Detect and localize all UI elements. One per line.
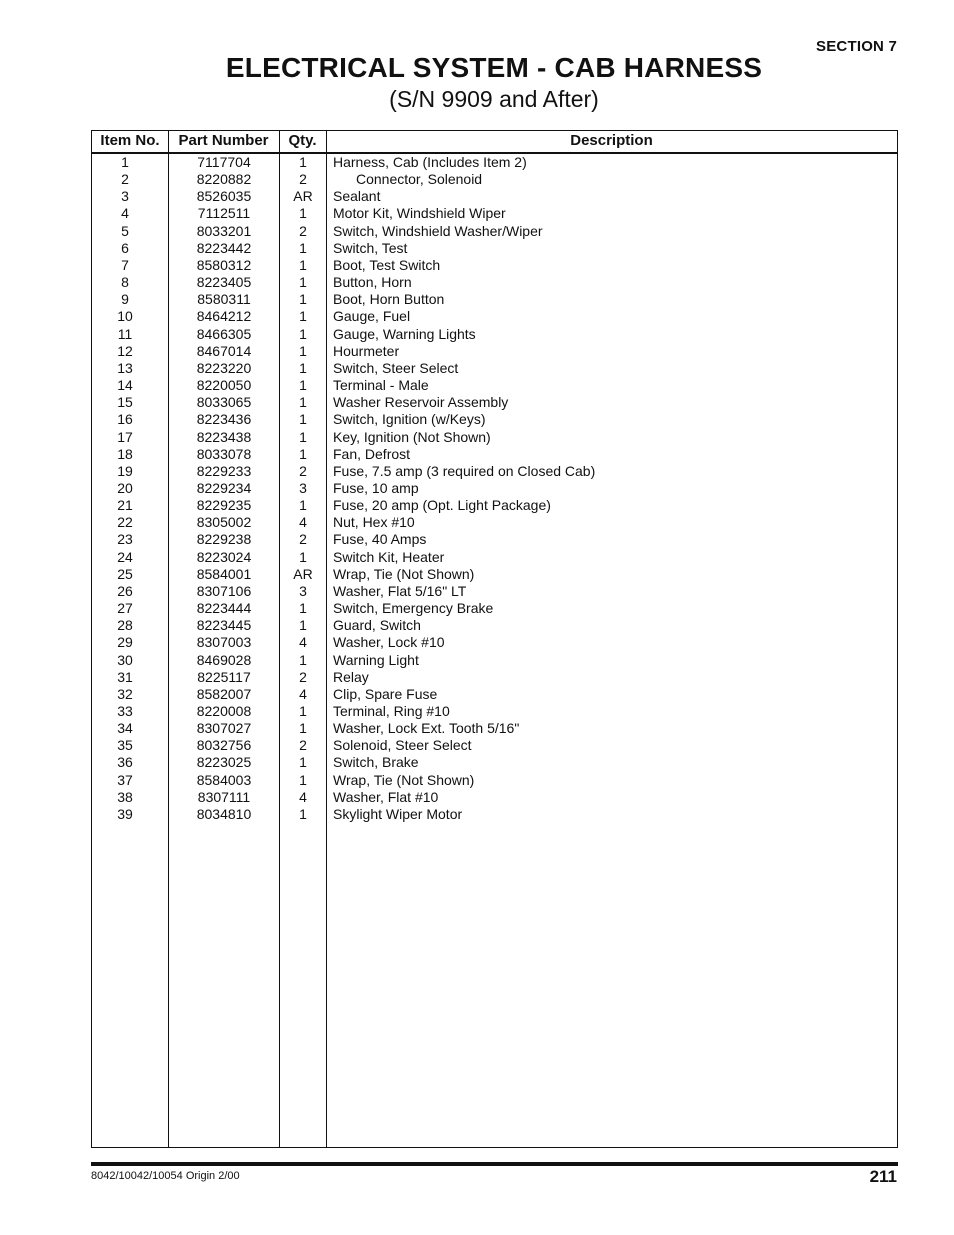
header-description: Description — [570, 132, 653, 149]
table-row — [92, 652, 897, 669]
part-number-cell: 8033078 — [196, 445, 252, 462]
part-number-cell: 8307027 — [196, 720, 252, 737]
table-row — [92, 429, 897, 446]
item-no-cell: 19 — [117, 462, 133, 479]
parts-table — [91, 130, 898, 1148]
description-cell: Washer, Lock Ext. Tooth 5/16" — [333, 720, 520, 737]
item-no-cell: 36 — [117, 754, 133, 771]
part-number-cell: 8034810 — [196, 805, 252, 822]
table-row — [92, 446, 897, 463]
description-cell: Sealant — [333, 188, 381, 205]
description-cell: Wrap, Tie (Not Shown) — [333, 771, 475, 788]
description-cell: Solenoid, Steer Select — [333, 737, 472, 754]
qty-cell: AR — [293, 188, 313, 205]
part-number-cell: 8466305 — [196, 325, 252, 342]
item-no-cell: 3 — [121, 188, 129, 205]
item-no-cell: 26 — [117, 582, 133, 599]
qty-cell: 2 — [299, 222, 307, 239]
qty-cell: 1 — [299, 720, 307, 737]
item-no-cell: 25 — [117, 565, 133, 582]
part-number-cell: 8223442 — [196, 239, 252, 256]
part-number-cell: 8223436 — [196, 411, 252, 428]
description-cell: Harness, Cab (Includes Item 2) — [333, 154, 527, 170]
item-no-cell: 34 — [117, 720, 133, 737]
part-number-cell: 8032756 — [196, 737, 252, 754]
description-cell: Switch, Ignition (w/Keys) — [333, 411, 486, 428]
table-row — [92, 240, 897, 257]
table-row — [92, 497, 897, 514]
description-cell: Connector, Solenoid — [356, 171, 483, 188]
item-no-cell: 16 — [117, 411, 133, 428]
item-no-cell: 5 — [121, 222, 129, 239]
description-cell: Hourmeter — [333, 342, 400, 359]
item-no-cell: 10 — [117, 308, 133, 325]
description-cell: Switch, Emergency Brake — [333, 600, 494, 617]
part-number-cell: 8229238 — [196, 531, 252, 548]
description-cell: Switch, Test — [333, 239, 408, 256]
item-no-cell: 27 — [117, 600, 133, 617]
part-number-cell: 8307111 — [197, 788, 251, 805]
table-row — [92, 634, 897, 651]
page-title: ELECTRICAL SYSTEM - CAB HARNESS — [225, 52, 763, 83]
item-no-cell: 18 — [117, 445, 133, 462]
description-cell: Key, Ignition (Not Shown) — [333, 428, 491, 445]
qty-cell: 1 — [299, 308, 307, 325]
header-qty: Qty. — [288, 132, 317, 149]
item-no-cell: 12 — [117, 342, 133, 359]
table-row — [92, 326, 897, 343]
part-number-cell: 8526035 — [196, 188, 252, 205]
qty-cell: 1 — [299, 617, 307, 634]
item-no-cell: 9 — [121, 291, 129, 308]
item-no-cell: 35 — [117, 737, 133, 754]
table-row — [92, 772, 897, 789]
qty-cell: AR — [293, 565, 313, 582]
table-row — [92, 154, 897, 171]
qty-cell: 1 — [299, 394, 307, 411]
description-cell: Boot, Horn Button — [333, 291, 445, 308]
description-cell: Washer, Lock #10 — [333, 634, 445, 651]
table-row — [92, 566, 897, 583]
table-row — [92, 806, 897, 823]
qty-cell: 1 — [299, 445, 307, 462]
qty-cell: 4 — [299, 514, 307, 531]
description-cell: Fuse, 10 amp — [333, 479, 419, 496]
table-row — [92, 789, 897, 806]
qty-cell: 1 — [299, 497, 307, 514]
description-cell: Motor Kit, Windshield Wiper — [333, 205, 506, 222]
item-no-cell: 29 — [117, 634, 133, 651]
part-number-cell: 7117704 — [197, 154, 251, 170]
description-cell: Fuse, 40 Amps — [333, 531, 427, 548]
item-no-cell: 6 — [121, 239, 129, 256]
table-row — [92, 617, 897, 634]
part-number-cell: 8229233 — [196, 462, 252, 479]
description-cell: Wrap, Tie (Not Shown) — [333, 565, 475, 582]
description-cell: Switch Kit, Heater — [333, 548, 445, 565]
item-no-cell: 21 — [117, 497, 133, 514]
item-no-cell: 28 — [117, 617, 133, 634]
table-body — [92, 154, 897, 823]
item-no-cell: 11 — [117, 325, 133, 342]
qty-cell: 4 — [299, 634, 307, 651]
description-cell: Warning Light — [333, 651, 419, 668]
description-cell: Switch, Steer Select — [333, 359, 459, 376]
table-row — [92, 754, 897, 771]
section-label: SECTION 7 — [816, 38, 897, 55]
item-no-cell: 20 — [117, 479, 133, 496]
item-no-cell: 24 — [117, 548, 133, 565]
footer-rule — [91, 1162, 898, 1166]
part-number-cell: 8580311 — [197, 291, 251, 308]
qty-cell: 1 — [299, 325, 307, 342]
qty-cell: 1 — [299, 239, 307, 256]
item-no-cell: 31 — [117, 668, 133, 685]
part-number-cell: 8580312 — [196, 256, 252, 273]
table-row — [92, 411, 897, 428]
part-number-cell: 8223405 — [196, 274, 252, 291]
qty-cell: 1 — [299, 651, 307, 668]
qty-cell: 2 — [299, 171, 307, 188]
item-no-cell: 23 — [117, 531, 133, 548]
table-row — [92, 308, 897, 325]
part-number-cell: 8584001 — [196, 565, 252, 582]
part-number-cell: 8307003 — [196, 634, 252, 651]
qty-cell: 1 — [299, 291, 307, 308]
part-number-cell: 8033201 — [196, 222, 252, 239]
part-number-cell: 8223445 — [196, 617, 252, 634]
table-row — [92, 360, 897, 377]
description-cell: Nut, Hex #10 — [333, 514, 415, 531]
table-row — [92, 480, 897, 497]
qty-cell: 4 — [299, 788, 307, 805]
table-row — [92, 223, 897, 240]
item-no-cell: 22 — [117, 514, 133, 531]
item-no-cell: 17 — [117, 428, 133, 445]
item-no-cell: 32 — [117, 685, 133, 702]
qty-cell: 1 — [299, 154, 307, 170]
table-row — [92, 531, 897, 548]
item-no-cell: 33 — [117, 703, 133, 719]
qty-cell: 1 — [299, 377, 307, 394]
qty-cell: 1 — [299, 600, 307, 617]
table-row — [92, 188, 897, 205]
table-row — [92, 171, 897, 188]
description-cell: Washer Reservoir Assembly — [333, 394, 509, 411]
table-row — [92, 257, 897, 274]
part-number-cell: 8584003 — [196, 771, 252, 788]
table-row — [92, 377, 897, 394]
page-subtitle: (S/N 9909 and After) — [389, 86, 599, 112]
description-cell: Washer, Flat 5/16" LT — [333, 582, 467, 599]
qty-cell: 2 — [299, 462, 307, 479]
table-row — [92, 737, 897, 754]
table-row — [92, 583, 897, 600]
part-number-cell: 8229234 — [196, 479, 252, 496]
footer-models: 8042/10042/10054 Origin 2/00 — [91, 1170, 240, 1182]
item-no-cell: 8 — [121, 274, 129, 291]
item-no-cell: 13 — [117, 359, 133, 376]
part-number-cell: 8307106 — [196, 582, 252, 599]
page-number: 211 — [869, 1167, 897, 1186]
table-row — [92, 291, 897, 308]
qty-cell: 1 — [299, 754, 307, 771]
qty-cell: 1 — [299, 428, 307, 445]
qty-cell: 2 — [299, 531, 307, 548]
table-row — [92, 343, 897, 360]
part-number-cell: 8464212 — [196, 308, 252, 325]
part-number-cell: 8305002 — [196, 514, 252, 531]
description-cell: Fuse, 7.5 amp (3 required on Closed Cab) — [333, 462, 596, 479]
part-number-cell: 8223444 — [196, 600, 252, 617]
table-row — [92, 463, 897, 480]
description-cell: Switch, Brake — [333, 754, 419, 771]
part-number-cell: 8220008 — [196, 703, 252, 719]
qty-cell: 1 — [299, 411, 307, 428]
qty-cell: 3 — [299, 582, 307, 599]
description-cell: Guard, Switch — [333, 617, 421, 634]
table-row — [92, 205, 897, 222]
table-row — [92, 549, 897, 566]
qty-cell: 1 — [299, 771, 307, 788]
header-part-number: Part Number — [178, 132, 269, 149]
qty-cell: 1 — [299, 274, 307, 291]
item-no-cell: 30 — [117, 651, 133, 668]
header-item-no: Item No. — [100, 132, 160, 149]
qty-cell: 1 — [299, 256, 307, 273]
qty-cell: 1 — [299, 359, 307, 376]
item-no-cell: 38 — [117, 788, 133, 805]
part-number-cell: 7112511 — [197, 205, 251, 222]
table-row — [92, 703, 897, 720]
description-cell: Terminal, Ring #10 — [333, 703, 450, 719]
part-number-cell: 8223024 — [196, 548, 252, 565]
part-number-cell: 8220050 — [196, 377, 252, 394]
description-cell: Terminal - Male — [333, 377, 429, 394]
table-row — [92, 720, 897, 737]
part-number-cell: 8223438 — [196, 428, 252, 445]
table-row — [92, 669, 897, 686]
table-row — [92, 686, 897, 703]
part-number-cell: 8225117 — [197, 668, 251, 685]
qty-cell: 1 — [299, 205, 307, 222]
description-cell: Switch, Windshield Washer/Wiper — [333, 222, 543, 239]
part-number-cell: 8223220 — [196, 359, 252, 376]
qty-cell: 4 — [299, 685, 307, 702]
qty-cell: 1 — [299, 805, 307, 822]
description-cell: Boot, Test Switch — [333, 256, 441, 273]
part-number-cell: 8220882 — [196, 171, 252, 188]
description-cell: Skylight Wiper Motor — [333, 805, 463, 822]
description-cell: Fan, Defrost — [333, 445, 411, 462]
part-number-cell: 8223025 — [196, 754, 252, 771]
item-no-cell: 1 — [121, 154, 129, 170]
item-no-cell: 2 — [121, 171, 129, 188]
description-cell: Relay — [333, 668, 369, 685]
item-no-cell: 14 — [117, 377, 133, 394]
description-cell: Gauge, Warning Lights — [333, 325, 476, 342]
qty-cell: 1 — [299, 342, 307, 359]
qty-cell: 2 — [299, 737, 307, 754]
description-cell: Gauge, Fuel — [333, 308, 411, 325]
qty-cell: 2 — [299, 668, 307, 685]
qty-cell: 3 — [299, 479, 307, 496]
table-row — [92, 514, 897, 531]
item-no-cell: 4 — [121, 205, 129, 222]
qty-cell: 1 — [299, 548, 307, 565]
part-number-cell: 8467014 — [196, 342, 252, 359]
description-cell: Clip, Spare Fuse — [333, 685, 438, 702]
item-no-cell: 39 — [117, 805, 133, 822]
item-no-cell: 15 — [117, 394, 133, 411]
table-row — [92, 274, 897, 291]
table-row — [92, 600, 897, 617]
table-row — [92, 394, 897, 411]
part-number-cell: 8033065 — [196, 394, 252, 411]
description-cell: Button, Horn — [333, 274, 412, 291]
part-number-cell: 8469028 — [196, 651, 252, 668]
item-no-cell: 37 — [117, 771, 133, 788]
description-cell: Washer, Flat #10 — [333, 788, 439, 805]
description-cell: Fuse, 20 amp (Opt. Light Package) — [333, 497, 551, 514]
qty-cell: 1 — [299, 703, 307, 719]
part-number-cell: 8229235 — [196, 497, 252, 514]
item-no-cell: 7 — [121, 256, 129, 273]
part-number-cell: 8582007 — [196, 685, 252, 702]
